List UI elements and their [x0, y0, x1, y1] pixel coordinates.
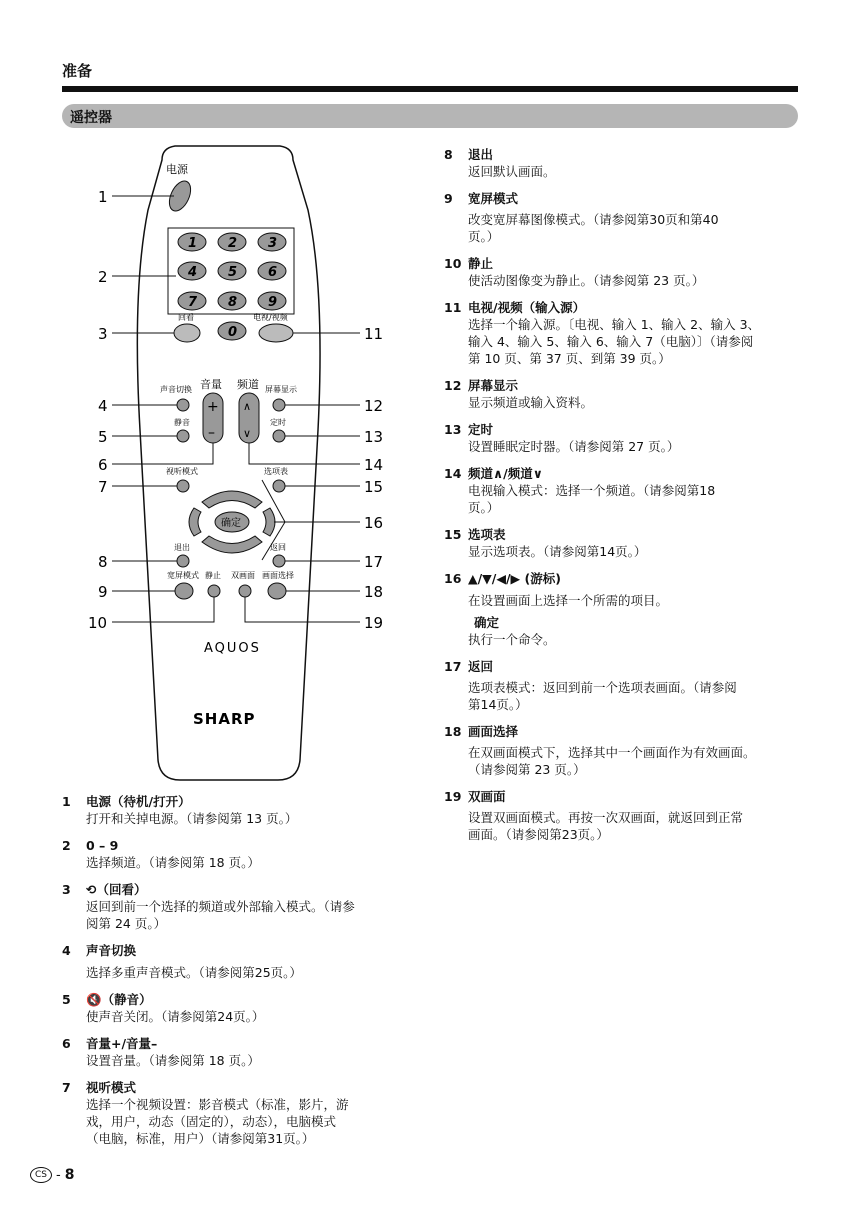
- digit-buttons: [178, 233, 286, 340]
- svg-text:5: 5: [98, 428, 108, 446]
- digit-2-label: 2: [228, 236, 238, 251]
- recall-button: [174, 324, 200, 342]
- cursor-right: [263, 508, 275, 536]
- svg-text:19: 19: [364, 614, 384, 632]
- list-item: 11 电视/视频（输入源） 选择一个输入源。〔电视、输入 1、输入 2、输入 3、 输入 4、输入 5、输入 6、输入 7（电脑）〕（请参阅 第 10 页、第 37 页、到第 39 页。）: [444, 300, 761, 366]
- svg-text:9: 9: [98, 583, 108, 601]
- svg-text:7: 7: [98, 478, 108, 496]
- page-footer: [30, 1167, 74, 1183]
- picture-select-label: 画面选择: [262, 571, 294, 580]
- remote-diagram: [80, 140, 410, 790]
- wide-mode-button: [175, 583, 193, 599]
- list-item: 9 宽屏模式 改变宽屏幕图像模式。（请参阅第30页和第40 页。）: [444, 191, 719, 244]
- list-item: 5 🔇（静音） 使声音关闭。（请参阅第24页。）: [62, 992, 265, 1024]
- menu-button: [273, 480, 285, 492]
- list-item: 8 退出 返回默认画面。: [444, 147, 556, 179]
- freeze-button: [208, 585, 220, 597]
- timer-label: 定时: [270, 418, 286, 427]
- list-item: 16 ▲/▼/◀/▶ (游标) 在设置画面上选择一个所需的项目。 确定 执行一个命令。: [444, 571, 669, 647]
- list-item: 17 返回 选项表模式：返回到前一个选项表画面。（请参阅 第14页。）: [444, 659, 737, 712]
- section-bar: [62, 104, 798, 128]
- menu-label: 选项表: [264, 467, 288, 476]
- mute-label: 静音: [174, 418, 190, 427]
- list-item: 12 屏幕显示 显示频道或输入资料。: [444, 378, 594, 410]
- screen-display-button: [273, 399, 285, 411]
- chapter-title: 准备: [62, 62, 93, 80]
- svg-text:14: 14: [364, 456, 384, 474]
- channel-up: ∧: [243, 400, 252, 413]
- list-item: 4 声音切换 选择多重声音模式。（请参阅第25页。）: [62, 943, 302, 980]
- volume-plus: +: [207, 399, 219, 415]
- digit-3-label: 3: [268, 236, 278, 251]
- digit-8-label: 8: [228, 295, 238, 310]
- wide-mode-label: 宽屏模式: [167, 571, 199, 580]
- timer-button: [273, 430, 285, 442]
- region-badge: CS: [30, 1167, 52, 1183]
- tv-video-label: 电视/视频: [253, 313, 288, 322]
- page-number: 8: [64, 1167, 75, 1183]
- footer-dash: -: [56, 1167, 61, 1183]
- picture-select-button: [268, 583, 286, 599]
- av-mode-button: [177, 480, 189, 492]
- svg-text:1: 1: [98, 188, 108, 206]
- list-item: 15 选项表 显示选项表。（请参阅第14页。）: [444, 527, 647, 559]
- digit-7-label: 7: [188, 295, 198, 310]
- digit-1-label: 1: [188, 236, 198, 251]
- list-item: 2 0 – 9 选择频道。（请参阅第 18 页。）: [62, 838, 260, 870]
- digit-0-label: 0: [228, 325, 238, 340]
- power-label: 电源: [166, 163, 188, 176]
- list-item: 13 定时 设置睡眠定时器。（请参阅第 27 页。）: [444, 422, 680, 454]
- channel-down: ∨: [243, 427, 252, 440]
- cursor-left: [189, 508, 201, 536]
- list-item: 18 画面选择 在双画面模式下，选择其中一个画面作为有效画面。 （请参阅第 23 页。）: [444, 724, 756, 777]
- screen-display-label: 屏幕显示: [265, 385, 297, 394]
- tv-video-button: [259, 324, 293, 342]
- svg-text:12: 12: [364, 397, 384, 415]
- svg-text:8: 8: [98, 553, 108, 571]
- digit-6-label: 6: [268, 265, 278, 280]
- list-item: 19 双画面 设置双画面模式。再按一次双画面，就返回到正常 画面。（请参阅第23页。）: [444, 789, 744, 842]
- channel-label: 频道: [237, 378, 259, 391]
- twin-picture-button: [239, 585, 251, 597]
- ok-label: 确定: [221, 518, 241, 529]
- av-mode-label: 视听模式: [166, 467, 198, 476]
- sharp-logo: SHARP: [193, 710, 256, 728]
- svg-text:2: 2: [98, 268, 108, 286]
- right-description-list: [444, 146, 804, 853]
- list-item: 7 视听模式 选择一个视频设置：影音模式（标准，影片，游 戏，用户，动态（固定的），动态），电脑模式 （电脑，标准，用户）（请参阅第31页。）: [62, 1080, 349, 1146]
- svg-text:18: 18: [364, 583, 384, 601]
- return-label: 返回: [270, 543, 286, 552]
- svg-text:15: 15: [364, 478, 384, 496]
- svg-text:4: 4: [98, 397, 108, 415]
- svg-text:11: 11: [364, 325, 384, 343]
- list-item: 1 电源（待机/打开） 打开和关掉电源。（请参阅第 13 页。）: [62, 794, 298, 826]
- list-item: 14 频道∧/频道∨ 电视输入模式：选择一个频道。（请参阅第18 页。）: [444, 466, 716, 515]
- digit-9-label: 9: [268, 295, 278, 310]
- list-item: 10 静止 使活动图像变为静止。（请参阅第 23 页。）: [444, 256, 705, 288]
- volume-label: 音量: [200, 378, 222, 391]
- svg-text:17: 17: [364, 553, 384, 571]
- svg-text:10: 10: [88, 614, 108, 632]
- recall-label: 回看: [178, 313, 194, 322]
- callout-lines: [112, 196, 360, 622]
- exit-button: [177, 555, 189, 567]
- digit-5-label: 5: [228, 265, 238, 280]
- sound-switch-button: [177, 399, 189, 411]
- aquos-logo: AQUOS: [204, 641, 261, 656]
- header-rule: [62, 86, 798, 92]
- left-description-list: [62, 793, 422, 1157]
- section-title: 遥控器: [70, 110, 112, 126]
- digit-4-label: 4: [188, 265, 198, 280]
- return-button: [273, 555, 285, 567]
- list-item: 6 音量+/音量– 设置音量。（请参阅第 18 页。）: [62, 1036, 260, 1068]
- cursor-up: [202, 491, 262, 508]
- callout-numbers: [88, 188, 383, 632]
- cursor-down: [202, 536, 262, 553]
- svg-text:6: 6: [98, 456, 108, 474]
- twin-picture-label: 双画面: [231, 571, 255, 580]
- svg-text:13: 13: [364, 428, 384, 446]
- exit-label: 退出: [174, 543, 190, 552]
- list-item: 3 ⟲（回看） 返回到前一个选择的频道或外部输入模式。（请参 阅第 24 页。）: [62, 882, 355, 931]
- mute-button: [177, 430, 189, 442]
- volume-minus: –: [208, 425, 215, 441]
- sound-switch-label: 声音切换: [160, 385, 192, 394]
- freeze-label: 静止: [205, 571, 221, 580]
- svg-text:3: 3: [98, 325, 108, 343]
- svg-text:16: 16: [364, 514, 384, 532]
